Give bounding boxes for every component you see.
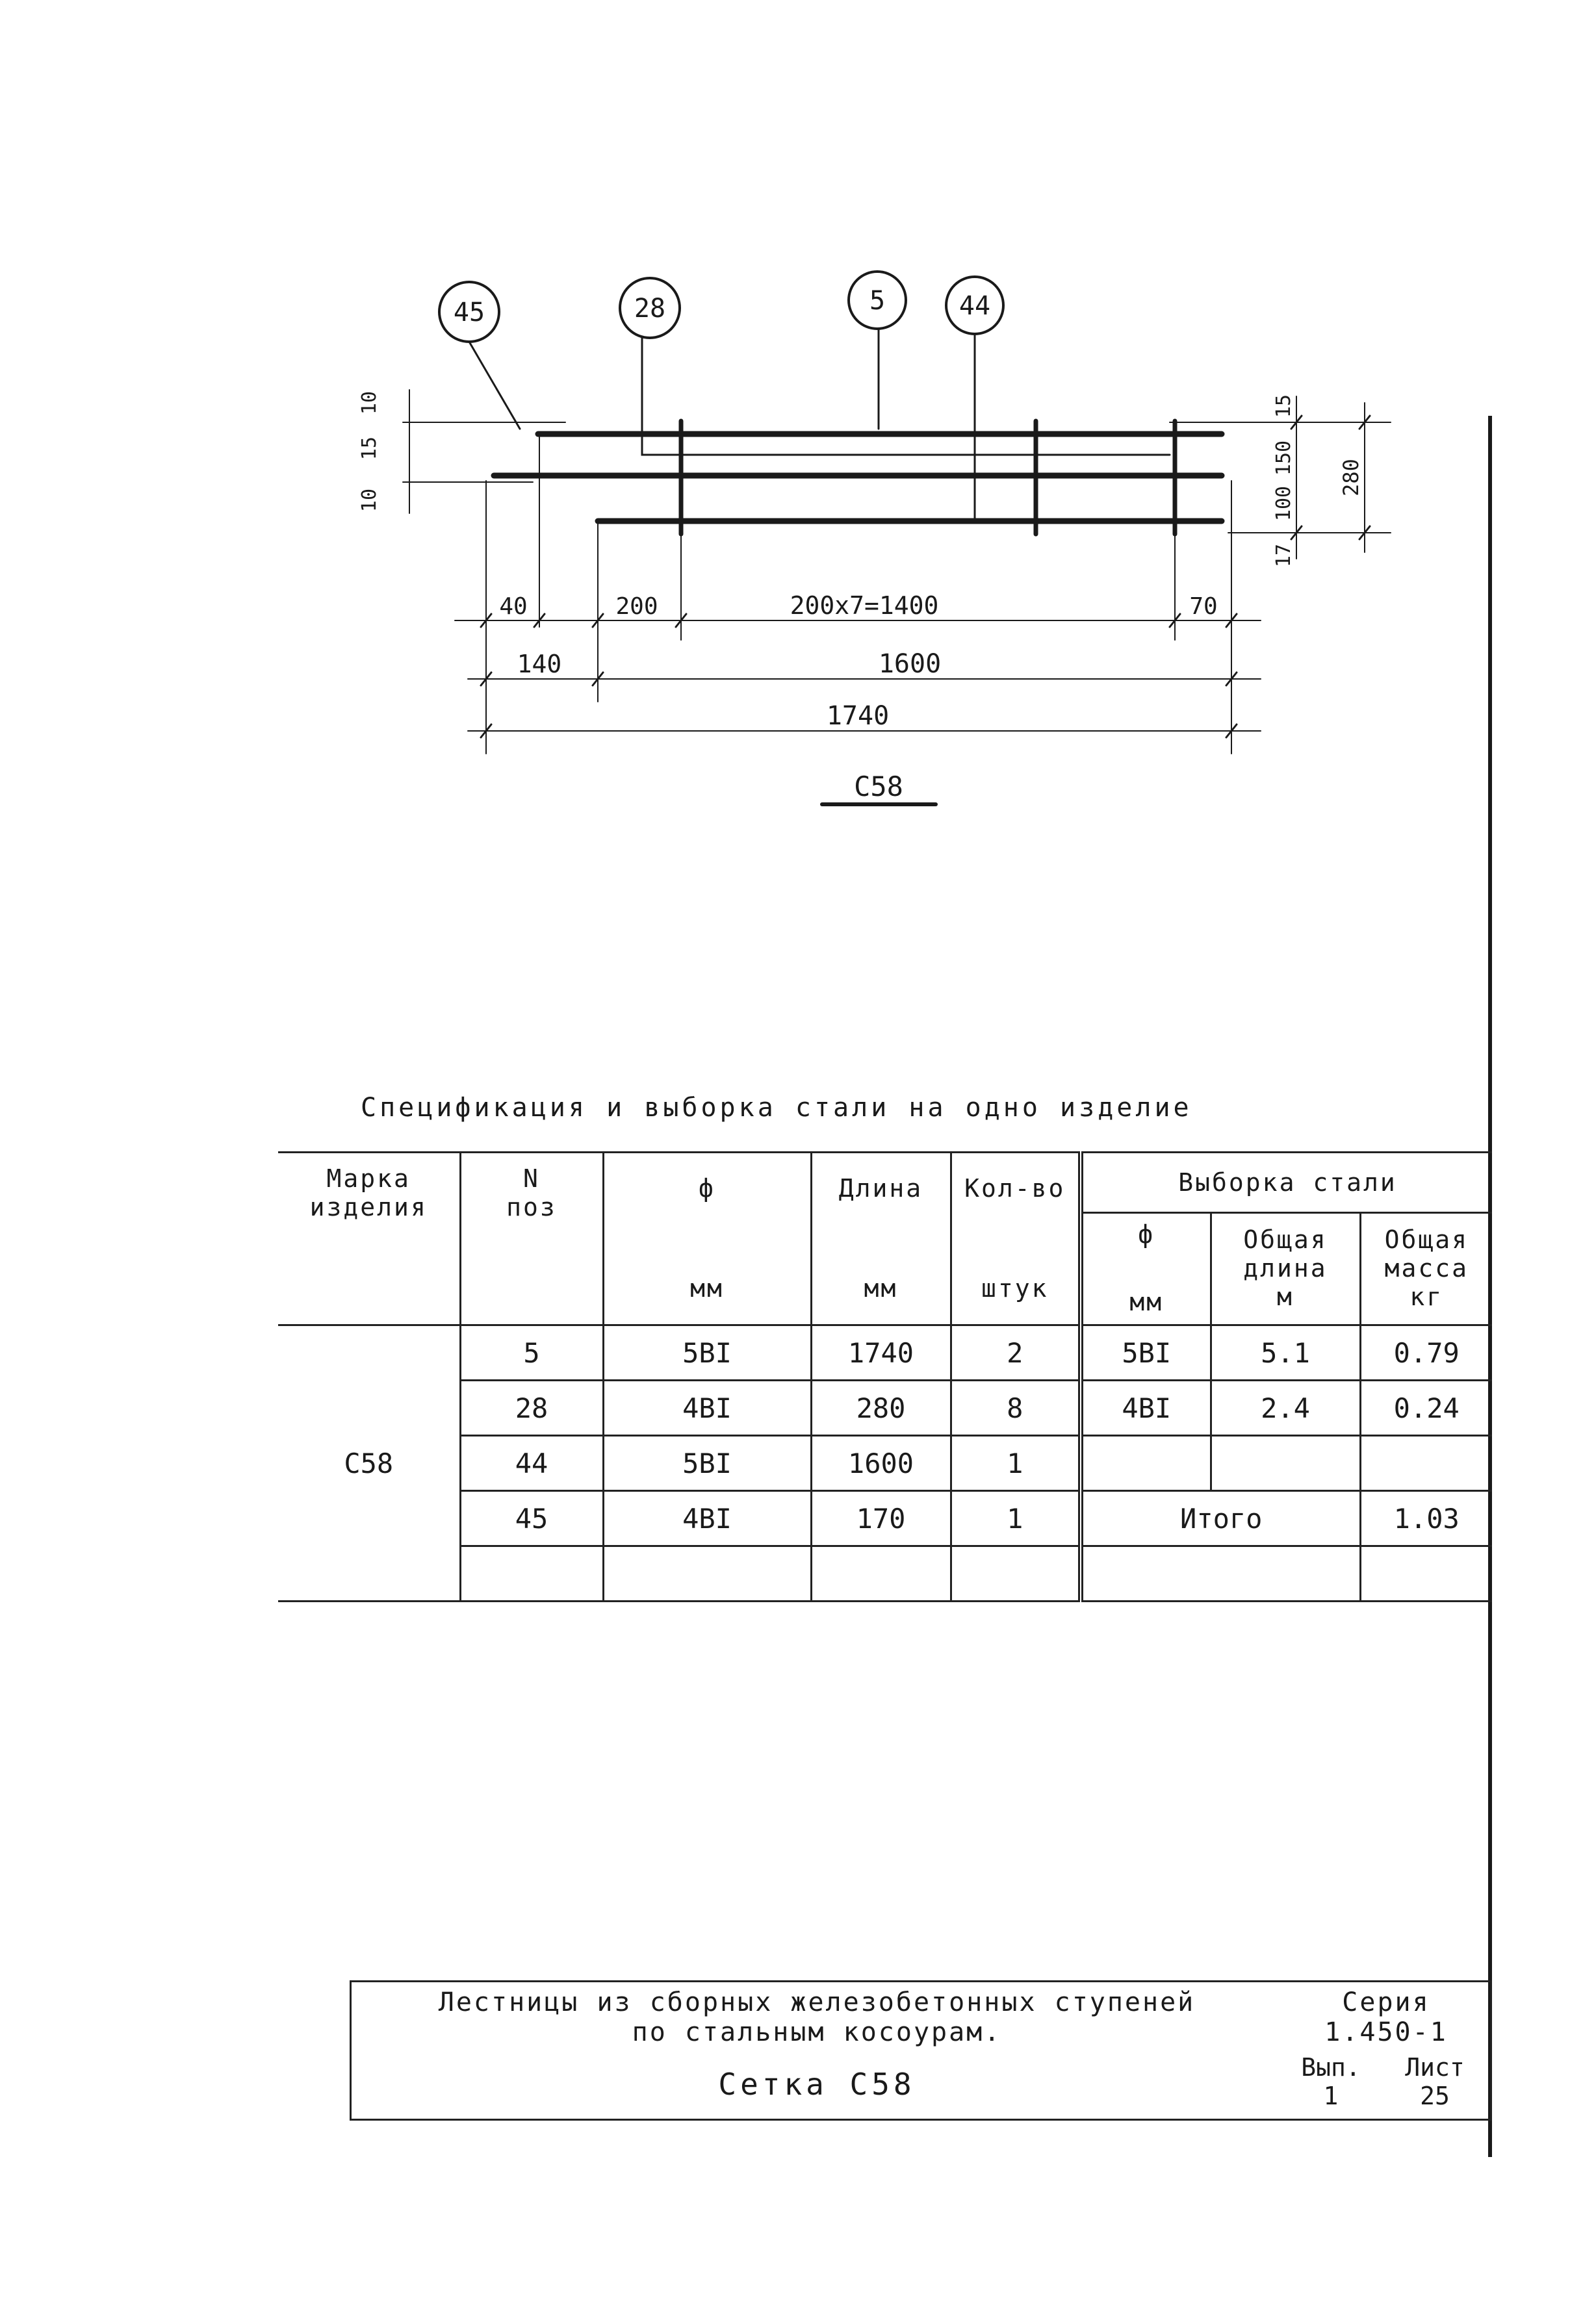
cell-qty: 2 [951,1325,1081,1381]
callout-label-45: 45 [453,298,485,327]
drawing-mark: С58 [854,771,903,802]
leader-45 [469,342,520,429]
table-row-empty [278,1546,1492,1602]
right-dim-total: 280 [1339,459,1363,496]
right-dim-4: 17 [1272,543,1295,568]
cell-length: 280 [811,1381,951,1436]
left-dim-1: 10 [358,390,381,415]
header-selection: Выборка стали [1081,1153,1492,1213]
row-mark: С58 [278,1325,460,1602]
table-row [278,1325,1492,1381]
callout-label-44: 44 [959,291,991,321]
callout-label-5: 5 [869,286,886,316]
dim-1600: 1600 [878,649,942,679]
title-block-sheet: Лист 25 [1405,2053,1465,2110]
title-block-issue: Вып. 1 [1301,2053,1361,2110]
dim-200x7: 200x7=1400 [790,591,939,620]
dim-140: 140 [517,650,562,678]
total-value: 1.03 [1360,1491,1492,1546]
header-sel-dia: ф мм [1081,1213,1211,1325]
cell-sel-len [1211,1436,1360,1491]
dim-200: 200 [615,593,658,620]
callout-label-28: 28 [634,294,666,324]
mesh-drawing [0,0,1570,845]
cell-pos: 45 [460,1491,603,1546]
title-block [350,1980,1492,2121]
dim-70: 70 [1189,593,1218,620]
table-row [278,1436,1492,1491]
cell-sel-dia: 5ВI [1081,1325,1211,1381]
title-block-series: Серия 1.450-1 [1324,1987,1448,2047]
cell-dia: 4ВI [603,1491,811,1546]
cell-dia: 4ВI [603,1381,811,1436]
left-dim-3: 10 [358,488,381,513]
spec-table [278,1151,1492,1602]
right-dim-3: 100 [1272,485,1295,522]
cell-qty: 8 [951,1381,1081,1436]
left-dim-2: 15 [358,436,381,461]
cell-dia: 5ВI [603,1436,811,1491]
header-sel-mass: Общая масса кг [1360,1213,1492,1325]
header-dia: ф мм [603,1153,811,1325]
cell-sel-len: 5.1 [1211,1325,1360,1381]
header-sel-len: Общая длина м [1211,1213,1360,1325]
spec-heading: Спецификация и выборка стали на одно изделие [361,1093,1192,1123]
cell-sel-dia: 4ВI [1081,1381,1211,1436]
cell-sel-mass: 0.79 [1360,1325,1492,1381]
dim-1740: 1740 [826,701,890,731]
cell-qty: 1 [951,1491,1081,1546]
cell-qty: 1 [951,1436,1081,1491]
mesh-drawing-svg [0,0,1570,845]
right-dim-2: 150 [1272,440,1295,476]
header-length: Длина мм [811,1153,951,1325]
leader-28 [642,338,1170,455]
cell-sel-mass: 0.24 [1360,1381,1492,1436]
table-row [278,1491,1492,1546]
cell-sel-mass [1360,1436,1492,1491]
cell-pos: 28 [460,1381,603,1436]
cell-length: 170 [811,1491,951,1546]
cell-sel-dia [1081,1436,1211,1491]
title-block-name: Сетка С58 [718,2067,916,2102]
total-label: Итого [1081,1491,1360,1546]
title-block-title: Лестницы из сборных железобетонных ступеней по стальным косоурам. [438,1987,1196,2047]
cell-sel-len: 2.4 [1211,1381,1360,1436]
header-pos: N поз [460,1153,603,1325]
right-dim-1: 15 [1272,394,1295,418]
cell-dia: 5ВI [603,1325,811,1381]
cell-pos: 44 [460,1436,603,1491]
cell-pos: 5 [460,1325,603,1381]
header-mark: Марка изделия [278,1153,460,1325]
dim-40: 40 [499,593,528,620]
header-qty: Кол-во штук [951,1153,1081,1325]
cell-length: 1600 [811,1436,951,1491]
table-row [278,1381,1492,1436]
cell-length: 1740 [811,1325,951,1381]
